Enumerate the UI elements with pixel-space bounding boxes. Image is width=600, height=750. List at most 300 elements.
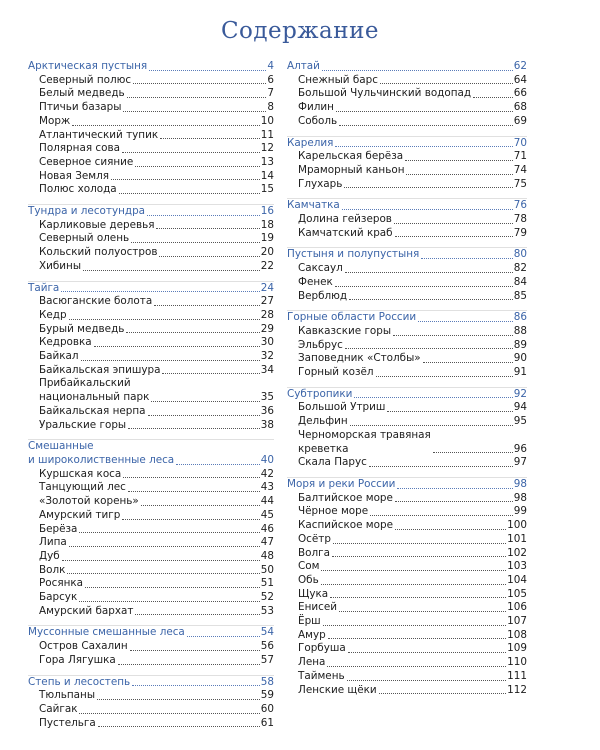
dot-leader [98, 726, 260, 727]
toc-entry-link[interactable] [28, 536, 274, 550]
entry-title: Снежный барс [298, 73, 378, 86]
entry-title: Заповедник «Столбы» [298, 352, 421, 365]
dot-leader [123, 477, 260, 478]
toc-entry-link[interactable] [28, 419, 274, 433]
entry-page-number: 11 [260, 128, 274, 141]
entry-page-number: 60 [260, 702, 274, 715]
entry-title: Дельфин [298, 415, 348, 428]
entry-title: Амурский бархат [39, 604, 134, 617]
entry-title: Кедровка [39, 336, 92, 349]
entry-title: Чёрное море [298, 505, 369, 518]
toc-entry-link[interactable] [287, 401, 527, 415]
entry-page-number: 79 [513, 226, 527, 239]
toc-entry-link[interactable] [287, 505, 527, 519]
toc-entry-link[interactable] [28, 689, 274, 703]
section-spacer [28, 730, 274, 737]
dot-leader [423, 362, 513, 363]
dot-leader [354, 397, 512, 398]
entry-title: Васюганские болота [39, 295, 153, 308]
entry-title: Горный козёл [298, 366, 374, 379]
toc-entry-link[interactable] [287, 429, 527, 456]
section-heading-link[interactable] [28, 440, 274, 467]
toc-entry-link[interactable] [287, 547, 527, 561]
entry-page-number: 28 [260, 308, 274, 321]
toc-entry-link[interactable] [28, 605, 274, 619]
toc-entry-link[interactable] [28, 183, 274, 197]
toc-section [287, 136, 527, 199]
toc-entry-link[interactable] [287, 574, 527, 588]
section-heading-link[interactable] [287, 311, 527, 325]
entry-page-number: 102 [507, 546, 527, 559]
entry-title: Щука [298, 587, 329, 600]
toc-entry-link[interactable] [28, 156, 274, 170]
dot-leader [342, 209, 513, 210]
entry-title: Белый медведь [39, 87, 125, 100]
entry-page-number: 18 [260, 218, 274, 231]
toc-entry-link[interactable] [287, 290, 527, 304]
entry-page-number: 90 [513, 352, 527, 365]
dot-leader [81, 360, 260, 361]
dot-leader [118, 664, 260, 665]
entry-page-number: 110 [507, 656, 527, 669]
toc-entry-link[interactable] [28, 577, 274, 591]
entry-title: Берёза [39, 522, 78, 535]
toc-entry-link[interactable] [28, 550, 274, 564]
toc-entry-link[interactable] [28, 591, 274, 605]
dot-leader [332, 556, 506, 557]
entry-title: Полюс холода [39, 183, 117, 196]
section-heading-link[interactable] [28, 60, 274, 74]
entry-page-number: 98 [513, 491, 527, 504]
page-title: Содержание [220, 18, 380, 44]
section-page-number: 92 [513, 387, 527, 400]
dot-leader [187, 636, 260, 637]
toc-entry-link[interactable] [28, 142, 274, 156]
entry-title: Кедр [39, 308, 67, 321]
entry-title: Горбуша [298, 642, 346, 655]
toc-entry-link[interactable] [28, 481, 274, 495]
entry-title: Гора Лягушка [39, 653, 116, 666]
entry-title: Амур [298, 628, 326, 641]
entry-page-number: 61 [260, 716, 274, 729]
toc-entry-link[interactable] [28, 219, 274, 233]
entry-title: Дуб [39, 549, 60, 562]
toc-entry-link[interactable] [287, 150, 527, 164]
entry-page-number: 34 [260, 363, 274, 376]
toc-entry-link[interactable] [28, 260, 274, 274]
section-page-number: 24 [260, 281, 274, 294]
toc-entry-link[interactable] [287, 325, 527, 339]
toc-entry-link[interactable] [287, 178, 527, 192]
dot-leader [328, 638, 506, 639]
toc-section [287, 387, 527, 477]
dot-leader [130, 650, 260, 651]
dot-leader [69, 319, 260, 320]
toc-entry-link[interactable] [28, 654, 274, 668]
entry-title: Долина гейзеров [298, 213, 392, 226]
entry-title: Соболь [298, 114, 338, 127]
dot-leader [395, 529, 506, 530]
entry-page-number: 50 [260, 563, 274, 576]
dot-leader [379, 693, 507, 694]
dot-leader [131, 242, 260, 243]
section-heading-link[interactable] [287, 137, 527, 151]
dot-leader [156, 228, 259, 229]
entry-title: Северное сияние [39, 155, 134, 168]
toc-section [28, 281, 274, 440]
entry-page-number: 99 [513, 505, 527, 518]
entry-page-number: 96 [513, 442, 527, 455]
entry-title: Фенек [298, 275, 333, 288]
dot-leader [406, 174, 512, 175]
toc-entry-link[interactable] [287, 533, 527, 547]
entry-page-number: 47 [260, 536, 274, 549]
entry-page-number: 35 [260, 391, 274, 404]
toc-entry-link[interactable] [28, 101, 274, 115]
toc-entry-link[interactable] [287, 560, 527, 574]
entry-page-number: 69 [513, 114, 527, 127]
dot-leader [345, 348, 513, 349]
toc-entry-link[interactable] [28, 640, 274, 654]
dot-leader [336, 111, 513, 112]
toc-entry-link[interactable] [28, 564, 274, 578]
entry-page-number: 85 [513, 289, 527, 302]
entry-page-number: 44 [260, 495, 274, 508]
section-heading-link[interactable] [287, 478, 527, 492]
entry-title: Кольский полуостров [39, 246, 158, 259]
entry-page-number: 84 [513, 275, 527, 288]
dot-leader [154, 305, 260, 306]
entry-page-number: 32 [260, 350, 274, 363]
section-page-number: 40 [260, 453, 274, 466]
dot-leader [61, 291, 259, 292]
toc-entry-link[interactable] [287, 227, 527, 241]
entry-page-number: 94 [513, 401, 527, 414]
dot-leader [67, 573, 259, 574]
dot-leader [333, 543, 506, 544]
entry-page-number: 95 [513, 415, 527, 428]
entry-page-number: 12 [260, 142, 274, 155]
entry-title: Пустельга [39, 716, 96, 729]
entry-title: Тюльпаны [39, 689, 96, 702]
section-spacer [287, 470, 527, 477]
section-heading-link[interactable] [28, 282, 274, 296]
toc-entry-link[interactable] [28, 129, 274, 143]
section-title: Тундра и лесотундра [28, 205, 146, 218]
dot-leader [339, 611, 506, 612]
dot-leader [141, 505, 260, 506]
entry-page-number: 42 [260, 467, 274, 480]
entry-page-number: 106 [507, 601, 527, 614]
entry-page-number: 104 [507, 573, 527, 586]
dot-leader [148, 415, 260, 416]
entry-title: Эльбрус [298, 338, 343, 351]
section-title: Горные области России [287, 311, 417, 324]
entry-title: Лена [298, 656, 326, 669]
entry-page-number: 82 [513, 262, 527, 275]
toc-entry-link[interactable] [287, 213, 527, 227]
dot-leader [421, 258, 513, 259]
toc-entry-link[interactable] [287, 164, 527, 178]
section-heading-link[interactable] [287, 60, 527, 74]
entry-page-number: 89 [513, 338, 527, 351]
entry-title: Ёрш [298, 615, 321, 628]
entry-title: Саксаул [298, 262, 343, 275]
toc-entry-link[interactable] [287, 588, 527, 602]
dot-leader [405, 160, 513, 161]
entry-title: Балтийское море [298, 491, 393, 504]
toc-entry-link[interactable] [287, 74, 527, 88]
entry-page-number: 71 [513, 150, 527, 163]
dot-leader [335, 146, 512, 147]
toc-entry-link[interactable] [28, 703, 274, 717]
toc-entry-link[interactable] [28, 232, 274, 246]
entry-page-number: 105 [507, 587, 527, 600]
toc-entry-link[interactable] [28, 364, 274, 378]
toc-entry-link[interactable] [28, 336, 274, 350]
dot-leader [119, 193, 260, 194]
entry-page-number: 14 [260, 169, 274, 182]
toc-entry-link[interactable] [287, 670, 527, 684]
entry-page-number: 15 [260, 183, 274, 196]
section-heading-link[interactable] [28, 626, 274, 640]
dot-leader [176, 464, 260, 465]
section-page-number: 70 [513, 136, 527, 149]
entry-title: Глухарь [298, 177, 343, 190]
entry-title: Каспийское море [298, 519, 393, 532]
toc-entry-link[interactable] [287, 339, 527, 353]
entry-title: Северный полюс [39, 73, 132, 86]
entry-title: Северный олень [39, 232, 130, 245]
toc-section [28, 439, 274, 625]
toc-entry-link[interactable] [287, 629, 527, 643]
section-heading-link[interactable] [287, 388, 527, 402]
section-spacer [287, 191, 527, 198]
section-title: Степь и лесостепь [28, 675, 131, 688]
toc-entry-link[interactable] [287, 276, 527, 290]
toc-entry-link[interactable] [28, 309, 274, 323]
toc-entry-link[interactable] [28, 246, 274, 260]
entry-page-number: 13 [260, 155, 274, 168]
section-title: Карелия [287, 136, 334, 149]
toc-entry-link[interactable] [287, 656, 527, 670]
dot-leader [97, 699, 260, 700]
dot-leader [62, 560, 260, 561]
toc-section [28, 204, 274, 281]
toc-entry-link[interactable] [28, 350, 274, 364]
entry-page-number: 66 [513, 87, 527, 100]
entry-title: Птичьи базары [39, 101, 122, 114]
section-spacer [287, 240, 527, 247]
entry-title: Байкальская нерпа [39, 404, 146, 417]
dot-leader [370, 515, 513, 516]
toc-entry-link[interactable] [287, 366, 527, 380]
dot-leader [160, 138, 260, 139]
toc-entry-link[interactable] [287, 415, 527, 429]
entry-title: Большой Утриш [298, 401, 386, 414]
entry-title: Осётр [298, 532, 331, 545]
section-heading-link[interactable] [28, 205, 274, 219]
toc-entry-link[interactable] [287, 601, 527, 615]
toc-section [287, 477, 527, 704]
toc-entry-link[interactable] [28, 405, 274, 419]
toc-entry-link[interactable] [28, 717, 274, 731]
dot-leader [159, 256, 259, 257]
entry-title: Танцующий лес [39, 481, 126, 494]
toc-section [287, 60, 527, 136]
toc-entry-link[interactable] [287, 519, 527, 533]
toc-entry-link[interactable] [28, 74, 274, 88]
entry-page-number: 19 [260, 232, 274, 245]
entry-title: Волга [298, 546, 330, 559]
dot-leader [322, 70, 513, 71]
entry-page-number: 43 [260, 481, 274, 494]
dot-leader [345, 272, 513, 273]
entry-page-number: 6 [267, 73, 274, 86]
dot-leader [79, 713, 259, 714]
entry-page-number: 103 [507, 560, 527, 573]
section-spacer [28, 274, 274, 281]
entry-title: Филин [298, 101, 334, 114]
toc-entry-link[interactable] [287, 262, 527, 276]
section-title: Пустыня и полупустыня [287, 248, 420, 261]
dot-leader [122, 519, 259, 520]
toc-entry-link[interactable] [287, 684, 527, 698]
toc-section [28, 625, 274, 674]
toc-entry-link[interactable] [28, 87, 274, 101]
entry-title: Большой Чульчинский водопад [298, 87, 472, 100]
toc-entry-link[interactable] [287, 492, 527, 506]
toc-entry-link[interactable] [28, 495, 274, 509]
entry-title: Байкал [39, 350, 79, 363]
dot-leader [122, 152, 260, 153]
toc-entry-link[interactable] [287, 87, 527, 101]
entry-page-number: 53 [260, 604, 274, 617]
toc-entry-link[interactable] [28, 468, 274, 482]
toc-entry-link[interactable] [287, 642, 527, 656]
dot-leader [135, 614, 259, 615]
entry-title: Таймень [298, 669, 345, 682]
entry-page-number: 56 [260, 640, 274, 653]
dot-leader [162, 373, 259, 374]
section-page-number: 16 [260, 205, 274, 218]
entry-page-number: 108 [507, 628, 527, 641]
dot-leader [321, 584, 506, 585]
toc-section [287, 310, 527, 387]
section-page-number: 58 [260, 675, 274, 688]
entry-title: Карликовые деревья [39, 218, 155, 231]
entry-page-number: 59 [260, 689, 274, 702]
section-heading-link[interactable] [287, 199, 527, 213]
dot-leader [151, 401, 259, 402]
dot-leader [85, 587, 260, 588]
entry-page-number: 48 [260, 549, 274, 562]
toc-entry-link[interactable] [287, 456, 527, 470]
entry-title: Ленские щёки [298, 683, 377, 696]
entry-title: Кавказские горы [298, 324, 392, 337]
entry-page-number: 27 [260, 295, 274, 308]
entry-page-number: 75 [513, 177, 527, 190]
toc-entry-link[interactable] [287, 101, 527, 115]
section-page-number: 86 [513, 311, 527, 324]
entry-title: Барсук [39, 591, 78, 604]
toc-entry-link[interactable] [287, 115, 527, 129]
section-page-number: 80 [513, 248, 527, 261]
entry-page-number: 78 [513, 213, 527, 226]
section-title: Арктическая пустыня [28, 60, 148, 72]
dot-leader [72, 125, 259, 126]
entry-title: Волк [39, 563, 66, 576]
entry-title: Уральские горы [39, 418, 127, 431]
entry-page-number: 10 [260, 114, 274, 127]
entry-page-number: 101 [507, 532, 527, 545]
entry-page-number: 45 [260, 508, 274, 521]
entry-page-number: 112 [507, 683, 527, 696]
toc-entry-link[interactable] [28, 115, 274, 129]
section-spacer [287, 129, 527, 136]
dot-leader [394, 223, 513, 224]
toc-entry-link[interactable] [287, 352, 527, 366]
section-spacer [28, 197, 274, 204]
section-spacer [28, 432, 274, 439]
dot-leader [376, 376, 513, 377]
section-title: Муссонные смешанные леса [28, 626, 185, 639]
dot-leader [132, 685, 260, 686]
entry-title: Карельская берёза [298, 150, 404, 163]
entry-page-number: 68 [513, 101, 527, 114]
toc-right-column [287, 60, 527, 704]
dot-leader [79, 601, 260, 602]
dot-leader [69, 546, 260, 547]
dot-leader [339, 125, 513, 126]
dot-leader [135, 166, 260, 167]
entry-page-number: 30 [260, 336, 274, 349]
section-heading-link[interactable] [287, 248, 527, 262]
toc-entry-link[interactable] [28, 323, 274, 337]
entry-title: Морж [39, 114, 71, 127]
dot-leader [323, 625, 506, 626]
dot-leader [79, 532, 259, 533]
dot-leader [149, 70, 266, 71]
toc-entry-link[interactable] [28, 523, 274, 537]
toc-entry-link[interactable] [287, 615, 527, 629]
dot-leader [321, 570, 506, 571]
dot-leader [350, 425, 513, 426]
entry-title: Куршская коса [39, 467, 122, 480]
section-page-number: 62 [513, 60, 527, 72]
entry-title: Енисей [298, 601, 337, 614]
section-spacer [28, 618, 274, 625]
entry-title: Остров Сахалин [39, 640, 128, 653]
toc-section [28, 60, 274, 204]
entry-title: Бурый медведь [39, 322, 125, 335]
entry-page-number: 38 [260, 418, 274, 431]
toc-entry-link[interactable] [28, 377, 274, 404]
section-title: Камчатка [287, 199, 340, 212]
entry-title: Мраморный каньон [298, 163, 405, 176]
toc-entry-link[interactable] [28, 170, 274, 184]
section-title: Моря и реки России [287, 477, 396, 490]
section-heading-link[interactable] [28, 676, 274, 690]
section-page-number: 98 [513, 477, 527, 490]
dot-leader [128, 491, 260, 492]
dot-leader [127, 97, 267, 98]
entry-page-number: 46 [260, 522, 274, 535]
entry-title: Росянка [39, 577, 84, 590]
toc-entry-link[interactable] [28, 295, 274, 309]
entry-title: «Золотой корень» [39, 495, 139, 508]
toc-entry-link[interactable] [28, 509, 274, 523]
